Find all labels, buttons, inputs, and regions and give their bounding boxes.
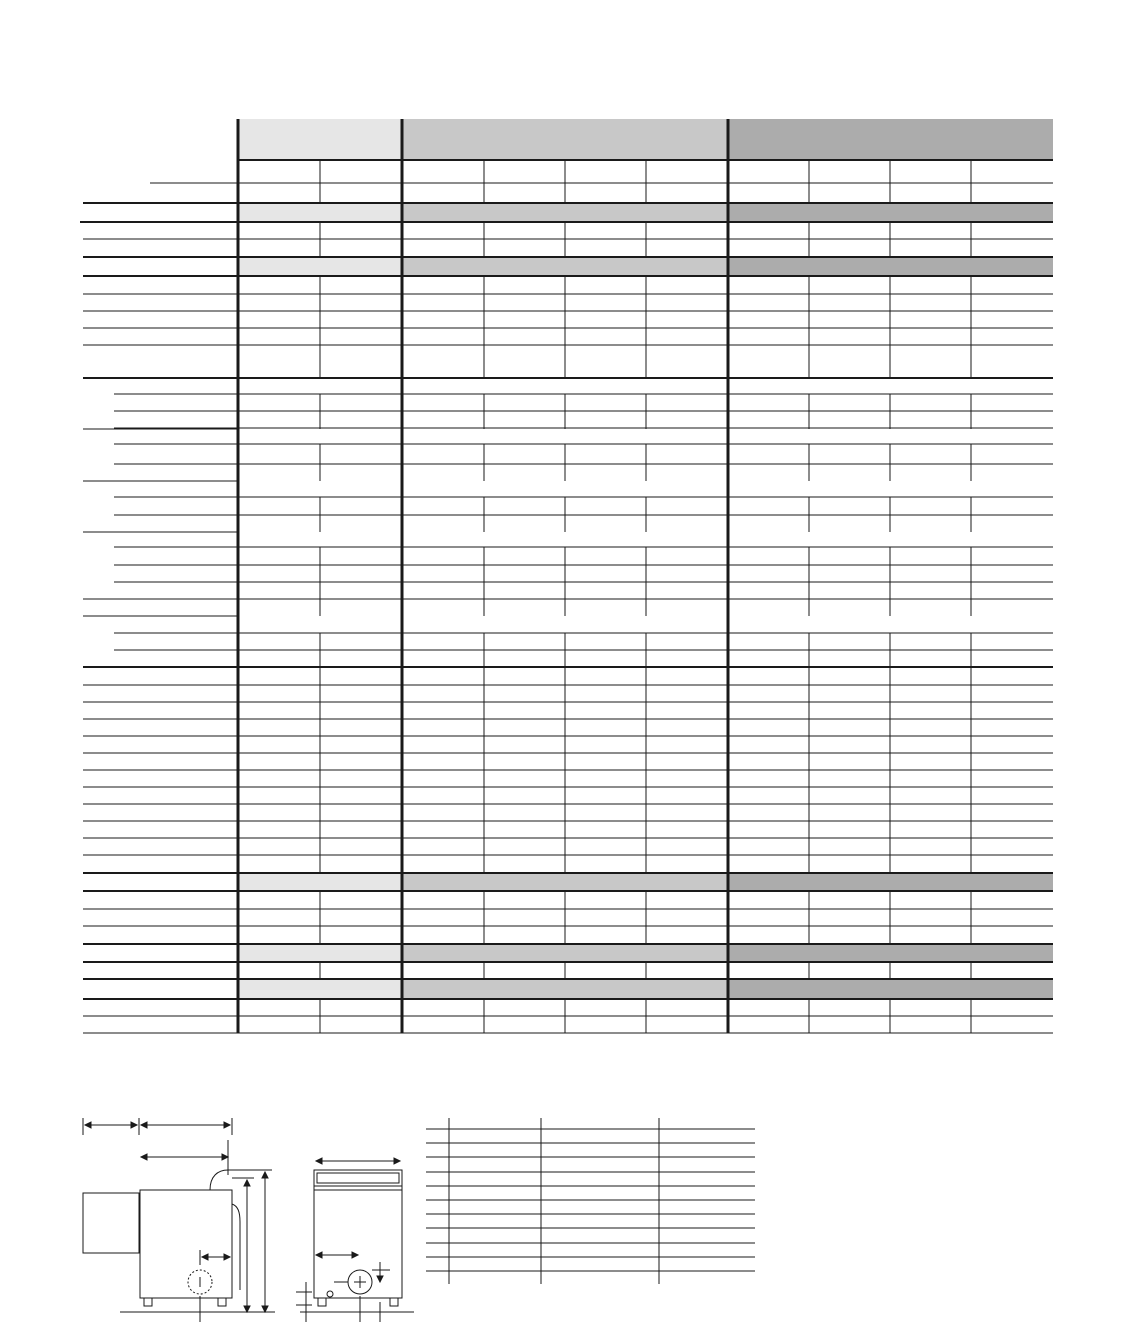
dimension-table	[426, 1118, 755, 1284]
front-view-drawing	[296, 1158, 414, 1322]
side-view-drawing	[83, 1118, 275, 1322]
